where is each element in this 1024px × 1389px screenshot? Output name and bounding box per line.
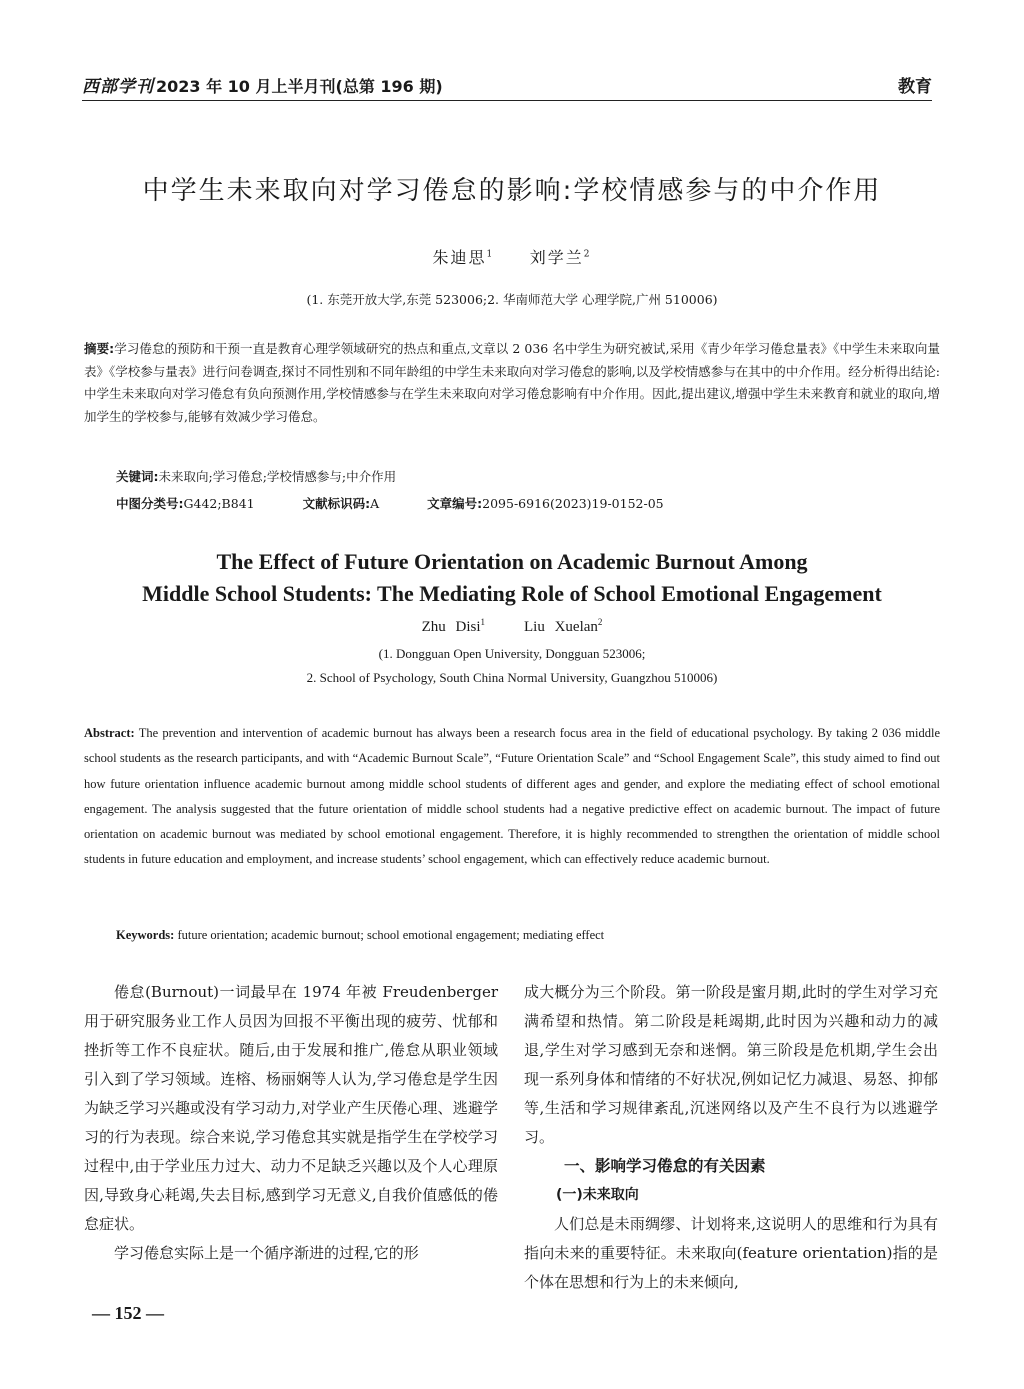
author-1-sup: 1: [486, 249, 495, 260]
author-en-2-name: Liu Xuelan: [524, 619, 598, 635]
keywords-cn-text: 未来取向;学习倦怠;学校情感参与;中介作用: [158, 469, 397, 484]
keywords-en-label: Keywords:: [116, 928, 175, 942]
keywords-cn: [116, 467, 940, 485]
title-en-line2: Middle School Students: The Mediating Role of School Emotional Engagement: [142, 581, 882, 606]
clc-number: [116, 494, 255, 512]
header-left: [82, 72, 443, 97]
abstract-en-text: The prevention and intervention of academic burnout has always been a research focus area in the field of educational psychology. By taking 2 036 middle school students as the research participants, and with “Academic Burnout Scale”, “Future Orientation Scale” and “School Engagement Scale”, this study aimed to find out how future orientation influence academic burnout among middle school students of different ages and gender, and explore the mediating effect of school emotional engagement. The analysis suggested that the future orientation of middle school students had a negative predictive effect on academic burnout. The impact of future orientation on academic burnout was mediated by school emotional engagement. Therefore, it is highly recommended to strengthen the orientation of middle school students in future education and employment, and increase students’ school engagement, which can effectively reduce academic burnout.: [84, 726, 940, 867]
abstract-cn-label: 摘要:: [84, 341, 115, 356]
doc-value: A: [370, 496, 380, 511]
art-value: 2095-6916(2023)19-0152-05: [482, 496, 664, 511]
author-1-name: 朱迪思: [432, 248, 487, 267]
author-en-1-name: Zhu Disi: [421, 619, 481, 635]
abstract-cn-text: 学习倦怠的预防和干预一直是教育心理学领域研究的热点和重点,文章以 2 036 名中学生为研究被试,采用《青少年学习倦怠量表》《中学生未来取向量表》《学校参与量表》进行问卷调查,探讨不同性别和不同年龄组的中学生未来取向对学习倦怠的影响,以及学校情感参与在其中的中介作用。经分析得出结论:中学生未来取向对学习倦怠有负向预测作用,学校情感参与在学生未来取向对学习倦怠影响有中介作用。因此,提出建议,增强中学生未来教育和就业的取向,增加学生的学校参与,能够有效减少学习倦怠。: [84, 341, 941, 424]
authors-en: [0, 617, 1024, 636]
section-label: 教育: [898, 77, 932, 97]
document-code: [303, 494, 380, 512]
body-paragraph: 学习倦怠实际上是一个循序渐进的过程,它的形: [114, 1244, 419, 1262]
authors-cn: [0, 245, 1024, 268]
clc-label: 中图分类号:: [116, 496, 184, 511]
journal-logo: 西部学刊: [82, 77, 154, 97]
body-column-right: [524, 978, 938, 1297]
subsection-heading: (一)未来取向: [556, 1187, 639, 1203]
classification-row: [116, 494, 940, 512]
abstract-cn: [84, 338, 940, 428]
affiliation-en-line2: 2. School of Psychology, South China Normal University, Guangzhou 510006): [306, 670, 718, 685]
article-number: [427, 494, 663, 512]
running-header: [82, 70, 932, 102]
title-cn: 中学生未来取向对学习倦怠的影响:学校情感参与的中介作用: [142, 176, 882, 206]
abstract-en: [84, 721, 940, 873]
header-rule: [82, 100, 932, 101]
author-en-1-sup: 1: [480, 617, 485, 627]
title-en: [0, 546, 1024, 610]
title-en-line1: The Effect of Future Orientation on Academic Burnout Among: [216, 549, 808, 574]
body-paragraph: 人们总是未雨绸缪、计划将来,这说明人的思维和行为具有指向未来的重要特征。未来取向(feature orientation)指的是个体在思想和行为上的未来倾向,: [524, 1215, 938, 1291]
abstract-en-label: Abstract:: [84, 726, 135, 740]
issue-info: 2023 年 10 月上半月刊(总第 196 期): [156, 77, 443, 96]
keywords-en: [116, 928, 940, 943]
page-number: — 152 —: [92, 1303, 164, 1323]
affiliation-en-line1: (1. Dongguan Open University, Dongguan 523006;: [378, 646, 646, 661]
section-heading: 一、影响学习倦怠的有关因素: [564, 1157, 766, 1175]
body-paragraph: 倦怠(Burnout)一词最早在 1974 年被 Freudenberger 用于研究服务业工作人员因为回报不平衡出现的疲劳、忧郁和挫折等工作不良症状。随后,由于发展和推广,倦怠从职业领域引入到了学习领域。连榕、杨丽娴等人认为,学习倦怠是学生因为缺乏学习兴趣或没有学习动力,对学业产生厌倦心理、逃避学习的行为表现。综合来说,学习倦怠其实就是指学生在学校学习过程中,由于学业压力过大、动力不足缺乏兴趣以及个人心理原因,导致身心耗竭,失去目标,感到学习无意义,自我价值感低的倦怠症状。: [84, 983, 498, 1233]
body-column-left: [84, 978, 498, 1268]
clc-value: G442;B841: [183, 496, 255, 511]
author-2-name: 刘学兰: [529, 248, 584, 267]
keywords-cn-label: 关键词:: [116, 469, 159, 484]
doc-label: 文献标识码:: [302, 496, 371, 511]
keywords-en-text: future orientation; academic burnout; school emotional engagement; mediating effect: [177, 928, 605, 942]
body-paragraph: 成大概分为三个阶段。第一阶段是蜜月期,此时的学生对学习充满希望和热情。第二阶段是耗竭期,此时因为兴趣和动力的减退,学生对学习感到无奈和迷惘。第三阶段是危机期,学生会出现一系列身体和情绪的不好状况,例如记忆力减退、易怒、抑郁等,生活和学习规律紊乱,沉迷网络以及产生不良行为以逃避学习。: [524, 983, 938, 1146]
author-en-2-sup: 2: [597, 617, 603, 627]
art-label: 文章编号:: [427, 496, 483, 511]
affiliation-cn: (1. 东莞开放大学,东莞 523006;2. 华南师范大学 心理学院,广州 510006): [306, 292, 718, 307]
author-2-sup: 2: [583, 249, 592, 260]
